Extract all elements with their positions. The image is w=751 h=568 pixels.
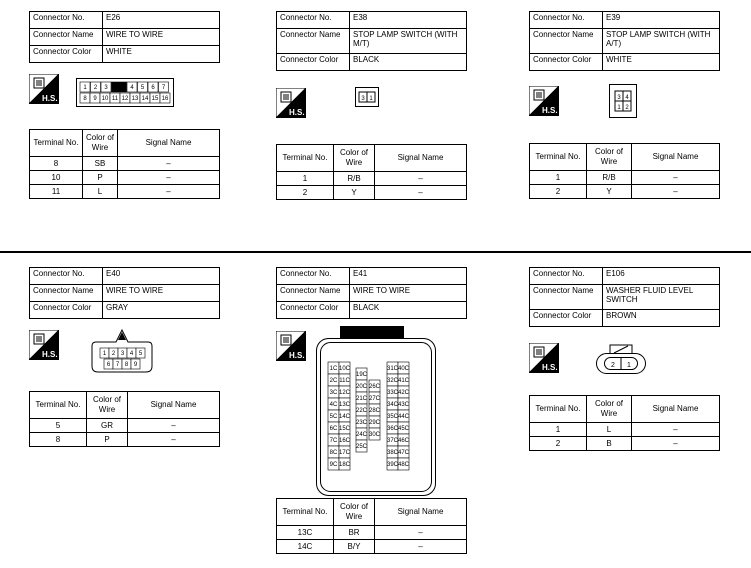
pin-label: 7: [161, 85, 166, 91]
table-row: 8 SB –: [30, 157, 220, 171]
svg-text:3: 3: [617, 95, 621, 101]
svg-text:1: 1: [617, 105, 621, 111]
connector-e40-terminals: Terminal No. Color of Wire Signal Name 5 GR – 8 P –: [29, 391, 220, 447]
hs-icon: [276, 331, 306, 361]
pin-label: 11: [111, 96, 119, 102]
svg-text:H.S.: H.S.: [542, 106, 558, 115]
pin-label: 39C: [386, 462, 399, 468]
pin-label: 5C: [329, 414, 338, 420]
connector-color-value: BLACK: [350, 54, 467, 71]
pin-label: 5: [140, 85, 145, 91]
pin-label: 4C: [329, 402, 338, 408]
pin-label: 12C: [338, 390, 351, 396]
pin-label: 6: [106, 362, 111, 368]
pin-label: 16: [161, 96, 169, 102]
table-row: 2 B –: [530, 437, 720, 451]
pin-label: 9: [133, 362, 138, 368]
connector-e40-info: Connector No. E40 Connector Name WIRE TO WIRE Connector Color GRAY: [29, 267, 220, 319]
pin-label: 5: [138, 351, 143, 357]
table-row: 8 P –: [30, 433, 220, 447]
pin-label: 13C: [338, 402, 351, 408]
pin-label: 10: [101, 96, 109, 102]
label-connector-color: Connector Color: [277, 54, 350, 71]
pin-label: 4: [129, 351, 134, 357]
pin-label: 32C: [386, 378, 399, 384]
pin-label: 35C: [386, 414, 399, 420]
pin-label: 28C: [368, 408, 381, 414]
pin-label: 47C: [397, 450, 410, 456]
pin-label: 8C: [329, 450, 338, 456]
pin-label: 2: [93, 85, 98, 91]
pin-label: 1: [83, 85, 87, 91]
pin-label: 14: [141, 96, 149, 102]
pin-label: 20C: [355, 384, 368, 390]
connector-e38-diagram: [355, 87, 379, 107]
pin-label: 3: [361, 96, 365, 102]
hs-icon: [29, 74, 59, 104]
svg-text:H.S.: H.S.: [289, 108, 305, 117]
pin-label: 7: [115, 362, 120, 368]
pin-label: 45C: [397, 426, 410, 432]
connector-e39-info: Connector No. E39 Connector Name STOP LAMP SWITCH (WITH A/T) Connector Color WHITE: [529, 11, 720, 71]
table-row: 5 GR –: [30, 419, 220, 433]
pin-label: 17C: [338, 450, 351, 456]
pin-label: 6: [151, 85, 155, 91]
pin-label: 12: [121, 96, 129, 102]
pin-label: 3: [120, 351, 125, 357]
svg-text:4: 4: [625, 95, 629, 101]
pin-label: 25C: [355, 444, 368, 450]
pin-label: 40C: [397, 366, 410, 372]
svg-text:1: 1: [627, 362, 631, 369]
pin-label: 1C: [329, 366, 338, 372]
connector-e26-info: [29, 11, 220, 63]
pin-label: 26C: [368, 384, 381, 390]
pin-label: 36C: [386, 426, 399, 432]
pin-label: 2C: [329, 378, 338, 384]
pin-label: 18C: [338, 462, 351, 468]
pin-label: 38C: [386, 450, 399, 456]
pin-label: 29C: [368, 420, 381, 426]
table-row: 13C BR –: [277, 526, 467, 540]
svg-text:2: 2: [611, 362, 615, 369]
connector-name-value: STOP LAMP SWITCH (WITH M/T): [350, 29, 467, 54]
pin-label: 37C: [386, 438, 399, 444]
svg-text:H.S.: H.S.: [542, 363, 558, 372]
connector-e41-info: Connector No. E41 Connector Name WIRE TO WIRE Connector Color BLACK: [276, 267, 467, 319]
pin-label: 16C: [338, 438, 351, 444]
label-connector-name: Connector Name: [277, 29, 350, 54]
hs-icon: [529, 343, 559, 373]
pin-label: 11C: [339, 378, 350, 384]
connector-e38-terminals: Terminal No. Color of Wire Signal Name 1 R/B – 2 Y –: [276, 144, 467, 200]
pin-label: 44C: [397, 414, 410, 420]
label-connector-no: Connector No.: [30, 12, 103, 29]
table-row: 1 L –: [530, 423, 720, 437]
table-row: 1 R/B –: [277, 172, 467, 186]
pin-label: 3C: [329, 390, 338, 396]
hs-icon: [29, 330, 59, 360]
pin-label: 22C: [355, 408, 368, 414]
connector-e106-terminals: Terminal No. Color of Wire Signal Name 1 L – 2 B –: [529, 395, 720, 451]
pin-label: 14C: [338, 414, 351, 420]
pin-label: 6C: [329, 426, 338, 432]
pin-label: 43C: [397, 402, 410, 408]
pin-label: 15: [151, 96, 159, 102]
pin-label: 1: [369, 96, 373, 102]
pin-label: 34C: [386, 402, 399, 408]
connector-e41-diagram: [316, 326, 436, 498]
pin-label: 2: [111, 351, 116, 357]
connector-e39-terminals: Terminal No. Color of Wire Signal Name 1 R/B – 2 Y –: [529, 143, 720, 199]
pin-label: 46C: [397, 438, 410, 444]
connector-e40-diagram: [86, 328, 158, 376]
header-signal-name: Signal Name: [118, 130, 220, 157]
pin-label: 21C: [355, 396, 368, 402]
pin-label: 23C: [355, 420, 368, 426]
pin-label: 30C: [368, 432, 381, 438]
header-terminal-no: Terminal No.: [30, 130, 83, 157]
connector-color-value: WHITE: [103, 46, 220, 63]
svg-text:H.S.: H.S.: [42, 350, 58, 359]
pin-label: 1: [102, 351, 107, 357]
pin-label: 10C: [338, 366, 351, 372]
pin-label: 41C: [397, 378, 410, 384]
label-connector-name: Connector Name: [30, 29, 103, 46]
pin-label: 8: [83, 96, 87, 102]
pin-label: 8: [124, 362, 129, 368]
pin-label: 3: [104, 85, 108, 91]
connector-e26-diagram: [76, 78, 174, 107]
pin-label: 19C: [355, 372, 368, 378]
connector-e106-diagram: [596, 343, 646, 375]
table-row: 2 Y –: [277, 186, 467, 200]
pin-label: 7C: [329, 438, 338, 444]
table-row: 14C B/Y –: [277, 540, 467, 554]
pin-label: 33C: [386, 390, 399, 396]
pin-label: 9C: [329, 462, 338, 468]
pin-label: 13: [131, 96, 139, 102]
pin-label: 4: [130, 85, 134, 91]
connector-name-value: WIRE TO WIRE: [103, 29, 220, 46]
pin-label: 42C: [397, 390, 410, 396]
pin-label: 15C: [338, 426, 351, 432]
table-row: 11 L –: [30, 185, 220, 199]
connector-no-value: E26: [103, 12, 220, 29]
pin-label: 48C: [397, 462, 410, 468]
connector-pin: [112, 82, 127, 92]
label-connector-no: Connector No.: [277, 12, 350, 29]
table-row: 1 R/B –: [530, 171, 720, 185]
connector-no-value: E38: [350, 12, 467, 29]
pin-label: 24C: [355, 432, 368, 438]
svg-text:H.S.: H.S.: [289, 351, 305, 360]
connector-e106-info: Connector No. E106 Connector Name WASHER FLUID LEVEL SWITCH Connector Color BROWN: [529, 267, 720, 327]
hs-icon: [276, 88, 306, 118]
pin-label: 31C: [386, 366, 399, 372]
connector-e41-terminals: Terminal No. Color of Wire Signal Name 13C BR – 14C B/Y –: [276, 498, 467, 554]
hs-icon: [529, 86, 559, 116]
connector-e26-terminals: [29, 129, 220, 199]
hs-label: H.S.: [42, 94, 58, 103]
pin-label: 9: [93, 96, 97, 102]
svg-text:2: 2: [625, 105, 629, 111]
label-connector-color: Connector Color: [30, 46, 103, 63]
pin-label: 27C: [368, 396, 381, 402]
table-row: 10 P –: [30, 171, 220, 185]
header-color-of-wire: Color of Wire: [83, 130, 118, 157]
connector-e38-info: [276, 11, 467, 71]
connector-e39-diagram: [609, 84, 637, 118]
section-divider: [0, 251, 751, 253]
table-row: 2 Y –: [530, 185, 720, 199]
